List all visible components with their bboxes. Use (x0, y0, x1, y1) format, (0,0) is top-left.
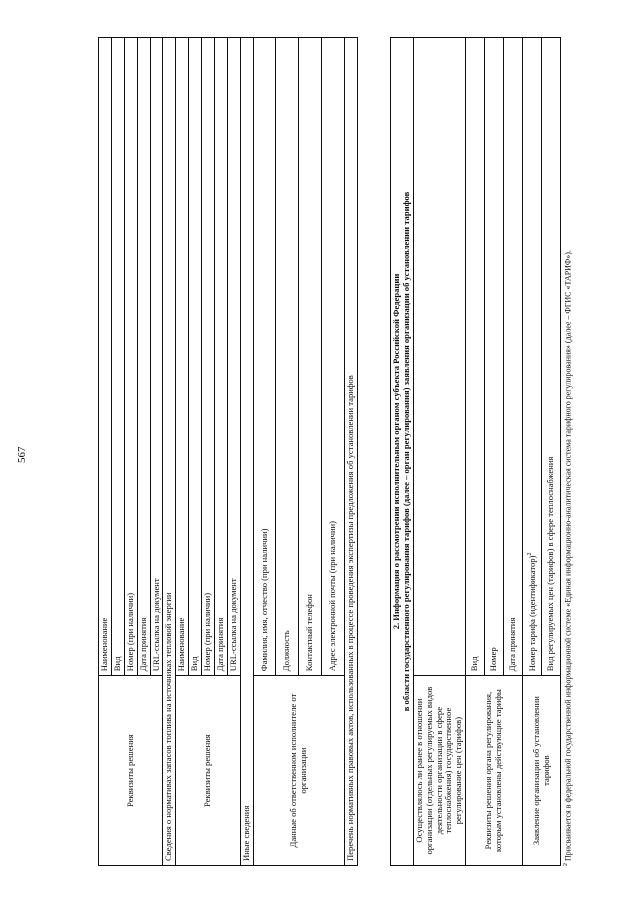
field-number: Номер (при наличии) (202, 38, 215, 676)
page-number: 567 (16, 446, 28, 463)
other-info-heading: Иные сведения (240, 38, 253, 866)
footnote (563, 6, 573, 866)
field-tariff-number: Номер тарифа (идентификатор) (526, 555, 537, 672)
normative-acts-row: Перечень нормативных правовых актов, использованных в процессе проведения экспертизы предложения об установлении тарифов (345, 38, 358, 866)
field-date: Дата принятия (214, 38, 227, 676)
table-row (240, 38, 253, 866)
responsible-label: Данные об ответственном исполнителе от организации (253, 676, 345, 866)
field-type: Вид (189, 38, 202, 676)
table-row (163, 38, 176, 866)
field-position: Должность (276, 38, 299, 676)
section2-table (390, 37, 561, 866)
section-heading-line2: в области государственного регулирования тарифов (далее – орган регулирования) заявления организации об установлении тарифов (400, 191, 411, 712)
table-row (391, 38, 414, 866)
table-row (99, 38, 112, 866)
field-date: Дата принятия (503, 38, 522, 676)
field-email: Адрес электронной почты (при наличии) (322, 38, 345, 676)
footnote-mark: 2 (526, 552, 533, 556)
footnote-mark: 2 (563, 863, 569, 866)
decision-label: Реквизиты решения (99, 676, 163, 866)
field-full-name: Фамилия, имя, отчество (при наличии) (253, 38, 276, 676)
field-url: URL-ссылка на документ (150, 38, 163, 676)
fuel-reserves-heading: Сведения о нормативах запасов топлива на источниках тепловой энергии (163, 38, 176, 866)
field-number: Номер (485, 38, 504, 676)
section-heading-line1: 2. Информация о рассмотрении исполнительным органом субъекта Российской Федерации (391, 273, 401, 630)
continuation-table (98, 37, 358, 866)
previous-regulation-answer (413, 38, 465, 676)
current-tariffs-label: Реквизиты решения органа регулирования, которым установлены действующие тарифы (466, 676, 523, 866)
table-row (345, 38, 358, 866)
footnote-text: Присваивается в федеральной государственной информационной системе «Единая информационно-аналитическая система тарифного регулирования» (далее – ФГИС «ТАРИФ»). (563, 250, 573, 861)
table-row (253, 38, 276, 866)
table-row (522, 38, 542, 866)
field-phone: Контактный телефон (299, 38, 322, 676)
table-row (176, 38, 189, 866)
table-row (413, 38, 465, 866)
decision-label: Реквизиты решения (176, 676, 240, 866)
previous-regulation-question: Осуществлялось ли ранее в отношении организации (отдельных регулируемых видов деятельности организации в сфере теплоснабжения) государственное регулирование цен (тарифов) (413, 676, 465, 866)
field-name: Наименование (176, 38, 189, 676)
field-type: Вид (111, 38, 124, 676)
application-label: Заявление организации об установлении тарифов (522, 676, 561, 866)
field-name: Наименование (99, 38, 112, 676)
field-type: Вид (466, 38, 485, 676)
table-row (466, 38, 485, 866)
field-url: URL-ссылка на документ (227, 38, 240, 676)
field-number: Номер (при наличии) (124, 38, 137, 676)
field-date: Дата принятия (137, 38, 150, 676)
field-tariff-type: Вид регулируемых цен (тарифов) в сфере теплоснабжения (542, 38, 561, 676)
footnote-divider (560, 736, 561, 866)
